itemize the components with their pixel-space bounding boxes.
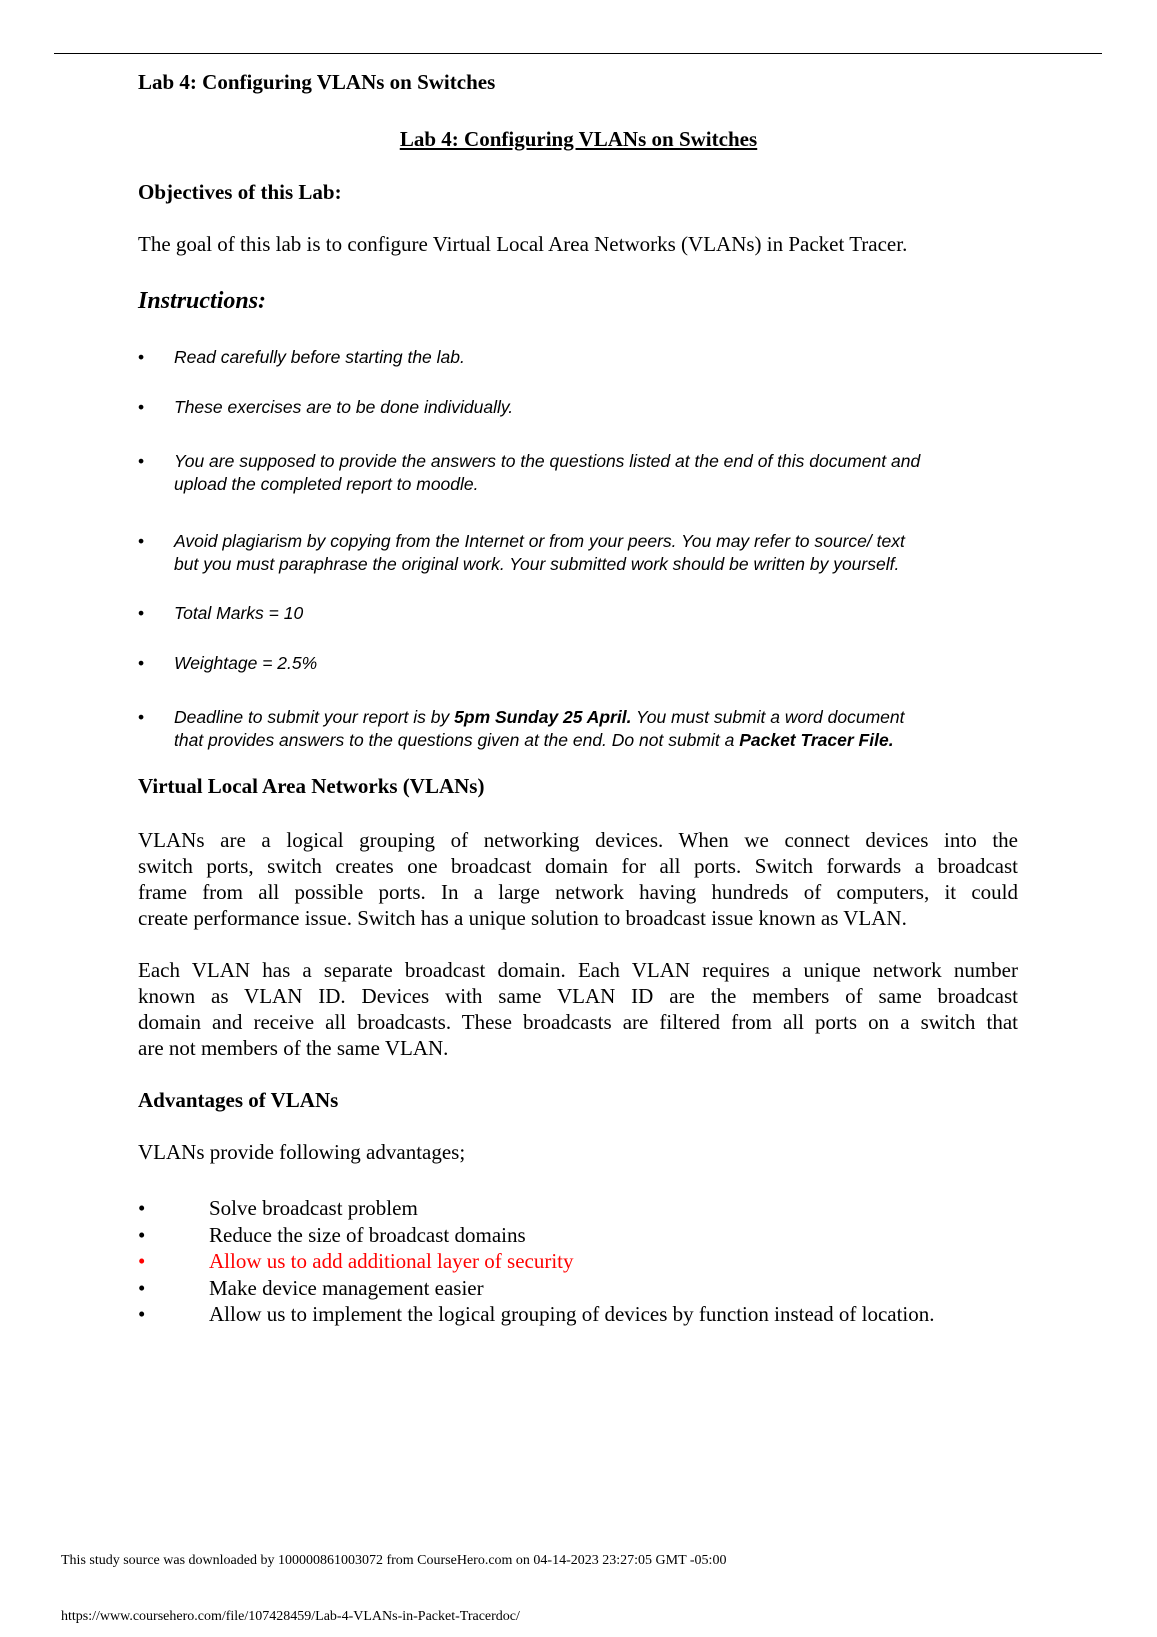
bullet-icon: •: [138, 451, 145, 471]
vlans-heading: Virtual Local Area Networks (VLANs): [138, 774, 485, 798]
paragraph-line: create performance issue. Switch has a unique solution to broadcast issue known as VLAN.: [138, 906, 907, 930]
advantage-item: [138, 1301, 1038, 1328]
deadline-date: 5pm Sunday 25 April.: [454, 707, 632, 727]
bullet-icon: •: [138, 603, 145, 623]
deadline-line-1: [174, 706, 1018, 729]
advantage-item: [138, 1222, 1038, 1249]
bullet-icon: •: [138, 397, 145, 417]
deadline-text: Deadline to submit your report is by: [174, 707, 455, 727]
instruction-item: [138, 450, 1018, 496]
objectives-text: The goal of this lab is to configure Virtual Local Area Networks (VLANs) in Packet Tracer.: [138, 232, 908, 256]
bullet-icon: •: [138, 1275, 146, 1300]
instruction-item: [138, 602, 1018, 625]
bullet-icon: •: [138, 653, 145, 673]
deadline-file-type: Packet Tracer File.: [739, 730, 894, 750]
deadline-text: You must submit a word document: [631, 707, 905, 727]
bullet-icon: •: [138, 1222, 146, 1247]
paragraph-line: frame from all possible ports. In a large network having hundreds of computers, it could: [138, 880, 1018, 904]
instruction-item: [138, 396, 1018, 419]
instruction-text: Total Marks = 10: [174, 603, 304, 623]
header-rule: [54, 53, 1102, 54]
instruction-text-line: You are supposed to provide the answers to the questions listed at the end of this document and: [174, 451, 921, 471]
advantage-item: [138, 1275, 1038, 1302]
advantage-label: Allow us to implement the logical grouping of devices by function instead of location.: [209, 1302, 935, 1326]
page-title: [0, 127, 1157, 152]
instruction-item: [138, 346, 1018, 369]
paragraph-line: are not members of the same VLAN.: [138, 1036, 449, 1060]
paragraph-line: domain and receive all broadcasts. These broadcasts are filtered from all ports on a switch that: [138, 1010, 1018, 1034]
vlans-paragraph-1: [138, 827, 1018, 931]
instruction-text-line: but you must paraphrase the original work. Your submitted work should be written by yourself.: [174, 554, 900, 574]
instruction-item: [138, 530, 1018, 576]
instruction-item: [138, 652, 1018, 675]
objectives-heading: Objectives of this Lab:: [138, 180, 342, 204]
paragraph-line: Each VLAN has a separate broadcast domain. Each VLAN requires a unique network number: [138, 958, 1018, 982]
advantage-label: Allow us to add additional layer of security: [209, 1249, 574, 1273]
advantages-intro: VLANs provide following advantages;: [138, 1140, 466, 1164]
advantage-label: Make device management easier: [209, 1275, 484, 1300]
deadline-line-2: [174, 729, 1018, 752]
bullet-icon: •: [138, 1249, 146, 1273]
vlans-paragraph-2: [138, 957, 1018, 1061]
source-url[interactable]: https://www.coursehero.com/file/107428459/Lab-4-VLANs-in-Packet-Tracerdoc/: [61, 1609, 520, 1624]
bullet-icon: •: [138, 1302, 146, 1326]
bullet-icon: •: [138, 1196, 146, 1220]
deadline-text: that provides answers to the questions given at the end. Do not submit a: [174, 730, 740, 750]
instruction-text: These exercises are to be done individually.: [174, 397, 514, 417]
instruction-text-line: upload the completed report to moodle.: [174, 474, 479, 494]
advantages-list: [138, 1195, 1038, 1328]
paragraph-line: known as VLAN ID. Devices with same VLAN ID are the members of same broadcast: [138, 984, 1018, 1008]
advantage-item-highlighted: [138, 1248, 1038, 1275]
instructions-heading: Instructions:: [138, 288, 267, 314]
bullet-icon: •: [138, 347, 145, 367]
instruction-text-line: Avoid plagiarism by copying from the Internet or from your peers. You may refer to source/ text: [174, 531, 905, 551]
instruction-text: Read carefully before starting the lab.: [174, 347, 465, 367]
advantage-label: Reduce the size of broadcast domains: [209, 1222, 526, 1247]
advantage-label: Solve broadcast problem: [209, 1196, 418, 1220]
bullet-icon: •: [138, 707, 145, 727]
advantage-item: [138, 1195, 1038, 1222]
running-header-title: Lab 4: Configuring VLANs on Switches: [138, 70, 496, 94]
instruction-item-deadline: [138, 706, 1018, 752]
instruction-text: Weightage = 2.5%: [174, 653, 318, 673]
page-title-text: Lab 4: Configuring VLANs on Switches: [399, 127, 758, 151]
download-notice: This study source was downloaded by 100000861003072 from CourseHero.com on 04-14-2023 23:27:05 GMT -05:00: [61, 1553, 727, 1568]
paragraph-line: VLANs are a logical grouping of networking devices. When we connect devices into the: [138, 828, 1018, 852]
advantages-heading: Advantages of VLANs: [138, 1088, 339, 1112]
bullet-icon: •: [138, 531, 145, 551]
paragraph-line: switch ports, switch creates one broadcast domain for all ports. Switch forwards a broadcast: [138, 854, 1018, 878]
